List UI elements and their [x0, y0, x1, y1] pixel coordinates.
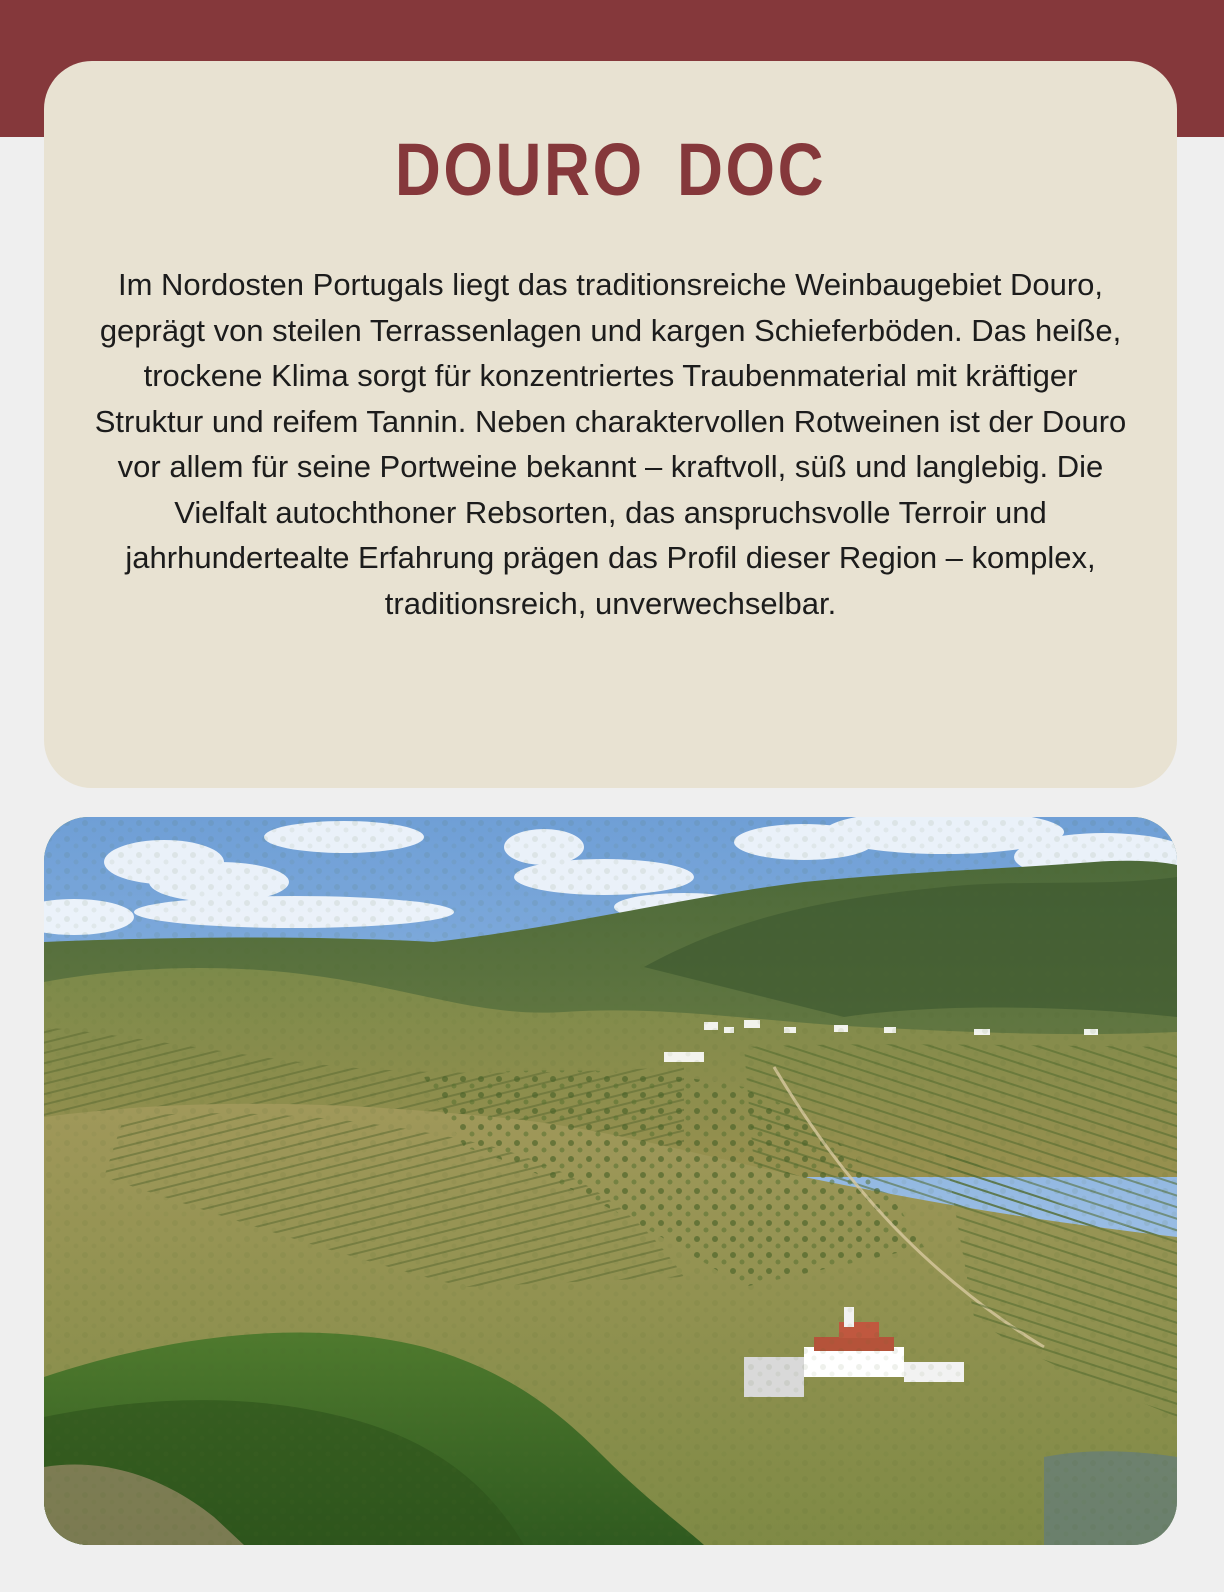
page-title: DOURO DOC — [394, 128, 827, 211]
landscape-photo — [44, 817, 1177, 1545]
region-description: Im Nordosten Portugals liegt das traditionsreiche Weinbaugebiet Douro, geprägt von steilen Terrassenlagen und kargen Schieferböden. Das heiße, trockene Klima sorgt für konzentriertes Traubenmaterial mit kräftiger Struktur und reifem Tannin. Neben charaktervollen Rotweinen ist der Douro vor allem für seine Portweine bekannt – kraftvoll, süß und langlebig. Die Vielfalt autochthoner Rebsorten, das anspruchsvolle Terroir und jahrhundertealte Erfahrung prägen das Profil dieser Region – komplex, traditionsreich, unverwechselbar. — [94, 267, 1127, 621]
info-card — [44, 61, 1177, 788]
